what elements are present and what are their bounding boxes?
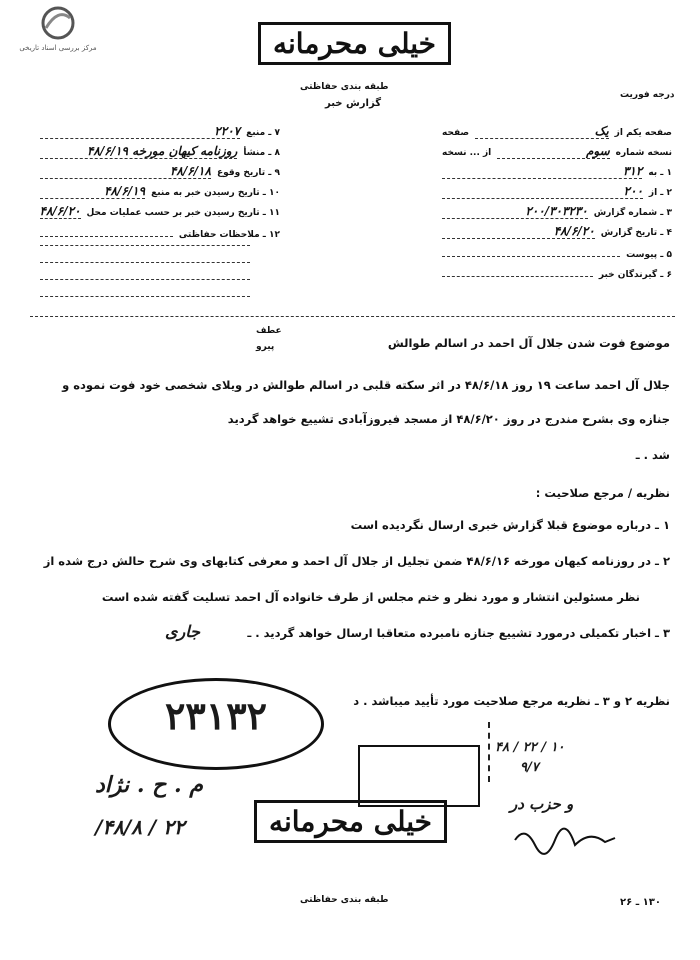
subject-line: موضوع فوت شدن جلال آل احمد در اسالم طوالش [387, 336, 670, 350]
left-field-value: ۲۲۰۷ [40, 124, 240, 139]
left-field-value: ۴۸/۶/۱۹ [40, 184, 145, 199]
right-field-row [442, 184, 672, 199]
handwritten-note: جاری [165, 622, 201, 641]
left-field-row [40, 144, 280, 159]
blank-line [40, 245, 250, 246]
right-field-row [442, 124, 672, 139]
archive-logo-icon [38, 6, 78, 40]
body-line-2: جنازه وی بشرح مندرج در روز ۴۸/۶/۲۰ از مسجد فیروزآبادی تشییع خواهد گردید [227, 412, 670, 426]
right-field-label: ۵ ـ پیوست [626, 250, 672, 260]
signature-right-line-1: ۱۰ / ۲۲ / ۴۸ [495, 740, 565, 755]
right-field-suffix: از ... نسخه [442, 148, 492, 158]
document-logo [8, 6, 108, 54]
blank-line [40, 296, 250, 297]
right-field-value: سوم [497, 144, 609, 159]
left-field-row [40, 164, 280, 179]
left-field-label: ۱۱ ـ تاریخ رسیدن خبر بر حسب عملیات محل [86, 208, 280, 218]
body-line-1: جلال آل احمد ساعت ۱۹ روز ۴۸/۶/۱۸ در اثر سکته قلبی در اسالم طوالش در ویلای شخصی خود فوت نموده و [62, 378, 670, 392]
right-field-suffix: صفحه [442, 128, 470, 138]
evaluation-item-3: ۳ ـ اخبار تکمیلی درمورد تشییع جنازه نامبرده متعاقبا ارسال خواهد گردید . ـ [247, 626, 670, 640]
form-code: ۱۳۰ ـ ۲۶ [620, 897, 661, 908]
left-field-label: ۸ ـ منشأ [243, 148, 280, 158]
right-field-row [442, 144, 672, 159]
evaluation-heading: نظریه / مرجع صلاحیت : [535, 486, 670, 500]
right-field-value: ۴۸/۶/۲۰ [442, 224, 595, 239]
evaluation-item-2-cont: نظر مسئولین انتشار و مورد نظر و ختم مجلس از طرف خانواده آل احمد تسلیت گفته شده است [101, 590, 640, 604]
left-field-row [40, 124, 280, 139]
logo-text: مرکز بررسی اسناد تاریخی [19, 44, 97, 52]
handwritten-box [358, 745, 480, 807]
followup-label: پیرو [256, 342, 275, 352]
evaluation-item-1: ۱ ـ درباره موضوع قبلا گزارش خبری ارسال نگردیده است [350, 518, 670, 532]
right-field-value: ۲۰۰ [442, 184, 643, 199]
signature-left-line-2: ۲۲ / ۴۸/۸/ [95, 815, 185, 839]
classification-label: طبقه بندی حفاظتی [300, 82, 389, 92]
evaluation-item-2: ۲ ـ در روزنامه کیهان مورخه ۴۸/۶/۱۶ ضمن تجلیل از جلال آل احمد و معرفی کتابهای وی شرح حالش درج شده از [43, 554, 670, 568]
left-field-value [40, 224, 173, 237]
right-field-label: ۲ ـ از [648, 188, 672, 198]
left-field-row [40, 224, 280, 240]
reference-label: عطف [256, 326, 282, 336]
bottom-classification-stamp: خیلی محرمانه [254, 800, 447, 843]
left-field-label: ۱۰ ـ تاریخ رسیدن خبر به منبع [151, 188, 280, 198]
report-title: گزارش خبر [325, 98, 382, 109]
footer-classification-label: طبقه بندی حفاظتی [300, 895, 389, 905]
right-field-value [442, 264, 593, 277]
left-field-label: ۱۲ ـ ملاحظات حفاظتی [178, 230, 280, 240]
top-classification-stamp: خیلی محرمانه [258, 22, 451, 65]
right-field-label: نسخه شماره [615, 148, 672, 158]
right-field-label: صفحه یکم از [614, 128, 672, 138]
section-divider [30, 316, 675, 317]
left-field-value: روزنامه کیهان مورخه ۴۸/۶/۱۹ [40, 144, 237, 159]
signature-scribble-icon [510, 820, 620, 860]
right-field-value: ۲۰۰/۳۰۳۲۳۰ [442, 204, 588, 219]
right-field-value [442, 244, 620, 257]
number-stamp [108, 678, 324, 770]
signature-left-line-1: م . ح . نژاد [95, 772, 203, 798]
left-field-row [40, 184, 280, 199]
right-field-value: یک [475, 124, 609, 139]
left-field-label: ۹ ـ تاریخ وقوع [216, 168, 280, 178]
right-field-label: ۴ ـ تاریخ گزارش [600, 228, 672, 238]
stamp-number: ۲۳۱۳۲ [164, 693, 268, 738]
priority-label: درجه فوریت [620, 90, 675, 100]
blank-line [40, 279, 250, 280]
left-field-value: ۴۸/۶/۱۸ [40, 164, 211, 179]
right-field-row [442, 224, 672, 239]
right-field-label: ۶ ـ گیرندگان خبر [598, 270, 672, 280]
approval-line [488, 722, 494, 782]
left-field-row [40, 204, 280, 219]
signature-right-line-3: و حزب در [510, 795, 574, 813]
right-field-label: ۳ ـ شماره گزارش [593, 208, 672, 218]
right-field-row [442, 204, 672, 219]
blank-line [40, 262, 250, 263]
left-field-label: ۷ ـ منبع [246, 128, 280, 138]
signature-right-line-2: ۹/۷ [520, 760, 539, 775]
left-field-value: ۴۸/۶/۲۰ [39, 204, 81, 218]
right-field-label: ۱ ـ به [648, 168, 672, 178]
right-field-row [442, 264, 672, 280]
body-line-3: شد . ـ [635, 448, 670, 462]
conclusion-line: نظریه ۲ و ۳ ـ نظریه مرجع صلاحیت مورد تأیید میباشد . د [353, 694, 670, 708]
right-field-row [442, 164, 672, 179]
right-field-value: ۳۱۲ [442, 164, 642, 179]
right-field-row [442, 244, 672, 260]
